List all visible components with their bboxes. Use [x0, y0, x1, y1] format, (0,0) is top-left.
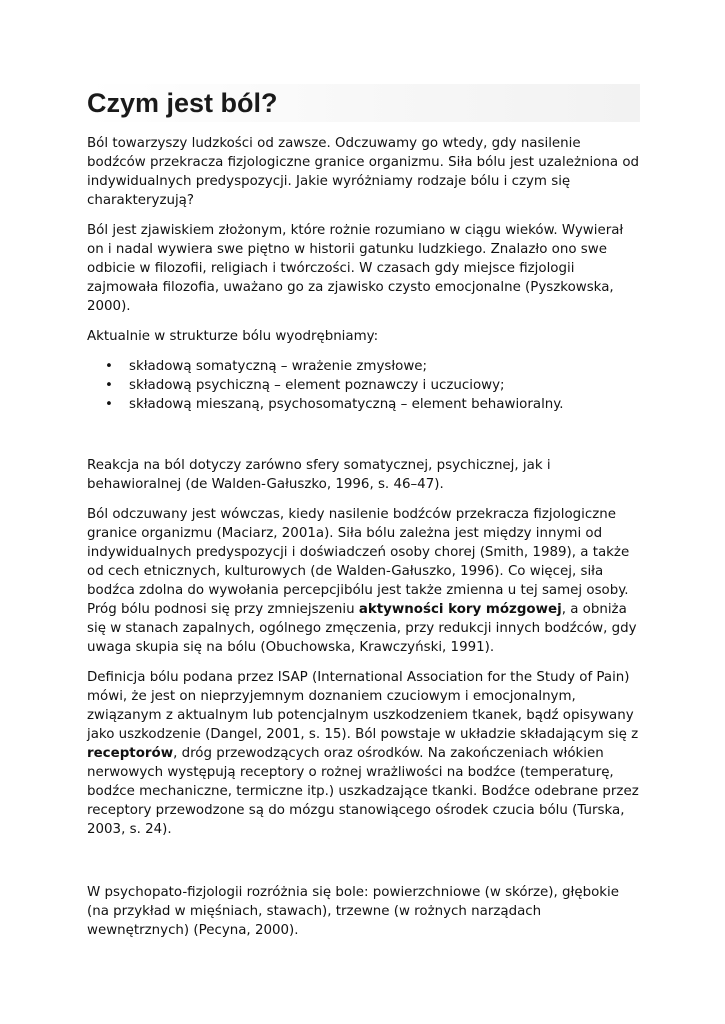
spacer: [87, 850, 640, 883]
paragraph-structure-intro: Aktualnie w strukturze bólu wyodrębniamy:: [87, 329, 379, 344]
paragraph-history: Ból jest zjawiskiem złożonym, które rożnie rozumiano w ciągu wieków. Wywierał on i nadal wywiera swe piętno w historii gatunku ludzkiego. Znalazło ono swe odbicie w filozofii, religiach i twórczości. W czasach gdy miejsce fizjologii zajmowała filozofia, uważano go za zjawisko czysto emocjonalne (Pyszkowska, 2000).: [87, 223, 624, 314]
list-item-text: składową somatyczną – wrażenie zmysłowe;: [129, 359, 428, 374]
title-bar: [87, 84, 640, 122]
paragraph-definition: [87, 668, 640, 839]
bullet-icon: •: [105, 359, 113, 374]
paragraph-definition-text-a: Definicja bólu podana przez ISAP (International Association for the Study of Pain) mówi, że jest on nieprzyjemnym doznaniem czuciowym i emocjonalnym, związanym z aktualnym lub potencjalnym uszkodzeniem tkanek, bądź opisywany jako uszkodzenie (Dangel, 2001, s. 15). Ból powstaje w układzie składającym się z: [87, 670, 639, 742]
paragraph-pain-types: W psychopato-fizjologii rozróżnia się bole: powierzchniowe (w skórze), głębokie (na przykład w mięśniach, stawach), trzewne (w rożnych narządach wewnętrznych) (Pecyna, 2000).: [87, 885, 619, 938]
list-item-text: składową psychiczną – element poznawczy i uczuciowy;: [129, 378, 505, 393]
document-page: [87, 84, 640, 951]
bullet-icon: •: [105, 378, 113, 393]
paragraph-definition-text-b: , dróg przewodzących oraz ośrodków. Na zakończeniach włókien nerwowych występują receptory o rożnej wrażliwości na bodźce (temperaturę, bodźce mechaniczne, termiczne itp.) uszkadzające tkanki. Bodźce odebrane przez receptory przewodzone są do mózgu stanowiącego ośrodek czucia bólu (Turska, 2003, s. 24).: [87, 746, 639, 837]
paragraph-reaction: Reakcja na ból dotyczy zarówno sfery somatycznej, psychicznej, jak i behawioralnej (de Walden-Gałuszko, 1996, s. 46–47).: [87, 458, 551, 492]
bold-term-cortex-activity: aktywności kory mózgowej: [358, 602, 562, 617]
spacer: [87, 425, 640, 456]
paragraph-perception-text-b: , a obniża się w stanach zapalnych, ogólnego zmęczenia, przy redukcji innych bodźców, gdy uwaga skupia się na bólu (Obuchowska, Krawczyński, 1991).: [87, 602, 637, 655]
list-item: [105, 395, 640, 414]
bullet-icon: •: [105, 397, 113, 412]
list-item: [105, 357, 640, 376]
bold-term-receptors: receptorów: [87, 746, 174, 761]
list-item-text: składową mieszaną, psychosomatyczną – element behawioralny.: [129, 397, 564, 412]
paragraph-perception-text-a: Ból odczuwany jest wówczas, kiedy nasilenie bodźców przekracza fizjologiczne granice organizmu (Maciarz, 2001a). Siła bólu zależna jest między innymi od indywidualnych predyspozycji i doświadczeń osoby chorej (Smith, 1989), a także od cech etnicznych, kulturowych (de Walden-Gałuszko, 1996). Co więcej, siła bodźca zdolna do wywołania percepcjibólu jest także zmienna u tej samej osoby. Próg bólu podnosi się przy zmniejszeniu: [87, 507, 630, 617]
list-item: [105, 376, 640, 395]
page-title: Czym jest ból?: [87, 88, 278, 118]
paragraph-intro: Ból towarzyszy ludzkości od zawsze. Odczuwamy go wtedy, gdy nasilenie bodźców przekracza fizjologiczne granice organizmu. Siła bólu jest uzależniona od indywidualnych predyspozycji. Jakie wyróżniamy rodzaje bólu i czym się charakteryzują?: [87, 136, 640, 208]
paragraph-perception: [87, 505, 640, 657]
pain-components-list: [87, 357, 640, 414]
